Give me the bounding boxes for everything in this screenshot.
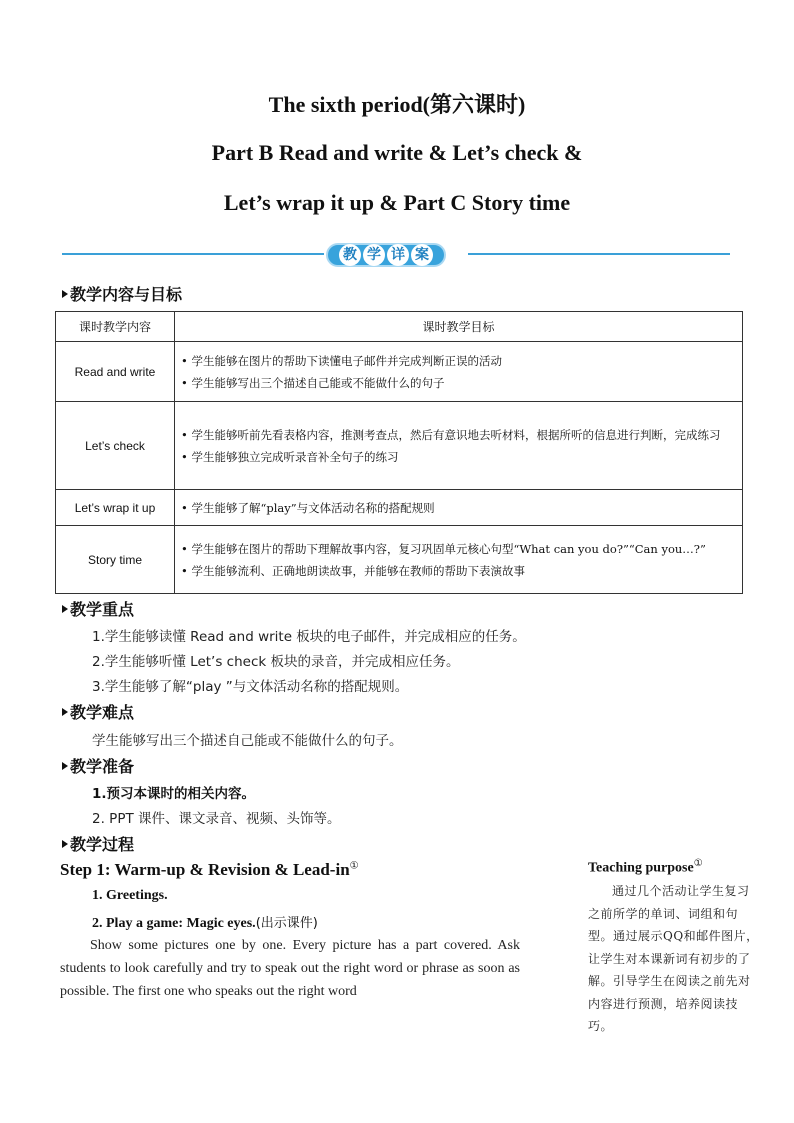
banner-char: 案 <box>411 244 433 266</box>
section-heading-key-points <box>62 597 134 620</box>
goal-item: • 学生能够在图片的帮助下理解故事内容，复习巩固单元核心句型“What can you do?”“Can you…?” <box>181 538 736 560</box>
table-header-cell: 课时教学目标 <box>175 312 743 342</box>
goal-item: • 学生能够了解“play”与文体活动名称的搭配规则 <box>181 497 736 519</box>
triangle-bullet-icon <box>62 605 68 613</box>
banner-char: 学 <box>363 244 385 266</box>
table-row-label: Let’s wrap it up <box>56 490 175 526</box>
banner-line-left <box>62 253 324 255</box>
goal-item: • 学生能够独立完成听录音补全句子的练习 <box>181 446 736 468</box>
preparation-item: 1.预习本课时的相关内容。 <box>92 786 256 802</box>
goal-item: • 学生能够在图片的帮助下读懂电子邮件并完成判断正误的活动 <box>181 350 736 372</box>
triangle-bullet-icon <box>62 762 68 770</box>
difficulty-text: 学生能够写出三个描述自己能或不能做什么的句子。 <box>92 733 403 749</box>
step-item <box>92 912 318 932</box>
table-row <box>56 526 743 594</box>
section-heading-text: 教学过程 <box>70 835 135 854</box>
section-heading-content-goals <box>62 282 182 305</box>
section-heading-process <box>62 832 134 855</box>
key-point-item: 3.学生能够了解“play ”与文体活动名称的搭配规则。 <box>92 679 409 695</box>
banner-pill <box>326 243 446 267</box>
table-row <box>56 490 743 526</box>
step-1-title: Step 1: Warm-up & Revision & Lead-in <box>60 860 350 879</box>
sidebar-heading <box>588 858 703 877</box>
step-item-note: (出示课件) <box>255 916 318 931</box>
table-row-label: Story time <box>56 526 175 594</box>
footnote-marker: ① <box>693 858 703 869</box>
section-heading-text: 教学内容与目标 <box>70 285 183 304</box>
goal-item: • 学生能够听前先看表格内容，推测考查点，然后有意识地去听材料，根据所听的信息进行判断，完成练习 <box>181 424 736 446</box>
section-heading-text: 教学难点 <box>70 703 135 722</box>
step-item: 1. Greetings. <box>92 888 168 903</box>
banner-char: 详 <box>387 244 409 266</box>
step-item-text: 2. Play a game: Magic eyes. <box>92 916 256 931</box>
step-description-text: Show some pictures one by one. Every picture has a part covered. Ask students to look carefully and try to speak out the right word or phrase as soon as possible. The first one who speaks out the right word <box>60 938 520 999</box>
section-banner <box>62 240 730 270</box>
table-row-goals <box>175 490 743 526</box>
table-header-row <box>56 312 743 342</box>
section-heading-preparation <box>62 754 134 777</box>
triangle-bullet-icon <box>62 290 68 298</box>
objectives-table <box>55 311 743 594</box>
step-description <box>60 934 520 1003</box>
sidebar-heading-text: Teaching purpose <box>588 860 694 876</box>
table-header-cell: 课时教学内容 <box>56 312 175 342</box>
lesson-subtitle-line1: Part B Read and write & Let’s check & <box>211 140 583 165</box>
table-row-goals <box>175 526 743 594</box>
table-row-goals <box>175 402 743 490</box>
banner-char: 教 <box>339 244 361 266</box>
lesson-title: The sixth period(第六课时) <box>268 92 526 117</box>
table-row <box>56 342 743 402</box>
section-heading-text: 教学准备 <box>70 757 135 776</box>
goal-item: • 学生能够写出三个描述自己能或不能做什么的句子 <box>181 372 736 394</box>
section-heading-difficulties <box>62 700 134 723</box>
preparation-item: 2. PPT 课件、课文录音、视频、头饰等。 <box>92 811 341 827</box>
key-point-item: 2.学生能够听懂 Let’s check 板块的录音，并完成相应任务。 <box>92 654 460 670</box>
table-row-label: Read and write <box>56 342 175 402</box>
banner-line-right <box>468 253 730 255</box>
table-row-goals <box>175 342 743 402</box>
section-heading-text: 教学重点 <box>70 600 135 619</box>
sidebar-text: 通过几个活动让学生复习之前所学的单词、词组和句型。通过展示QQ和邮件图片，让学生对本课新词有初步的了解。引导学生在阅读之前先对内容进行预测，培养阅读技巧。 <box>588 884 759 1033</box>
key-point-item: 1.学生能够读懂 Read and write 板块的电子邮件，并完成相应的任务。 <box>92 629 526 645</box>
footnote-marker: ① <box>349 860 359 872</box>
triangle-bullet-icon <box>62 708 68 716</box>
table-row-label: Let’s check <box>56 402 175 490</box>
lesson-subtitle-line2: Let’s wrap it up & Part C Story time <box>223 190 571 215</box>
triangle-bullet-icon <box>62 840 68 848</box>
step-1-heading <box>60 860 359 880</box>
goal-item: • 学生能够流利、正确地朗读故事，并能够在教师的帮助下表演故事 <box>181 560 736 582</box>
table-row <box>56 402 743 490</box>
